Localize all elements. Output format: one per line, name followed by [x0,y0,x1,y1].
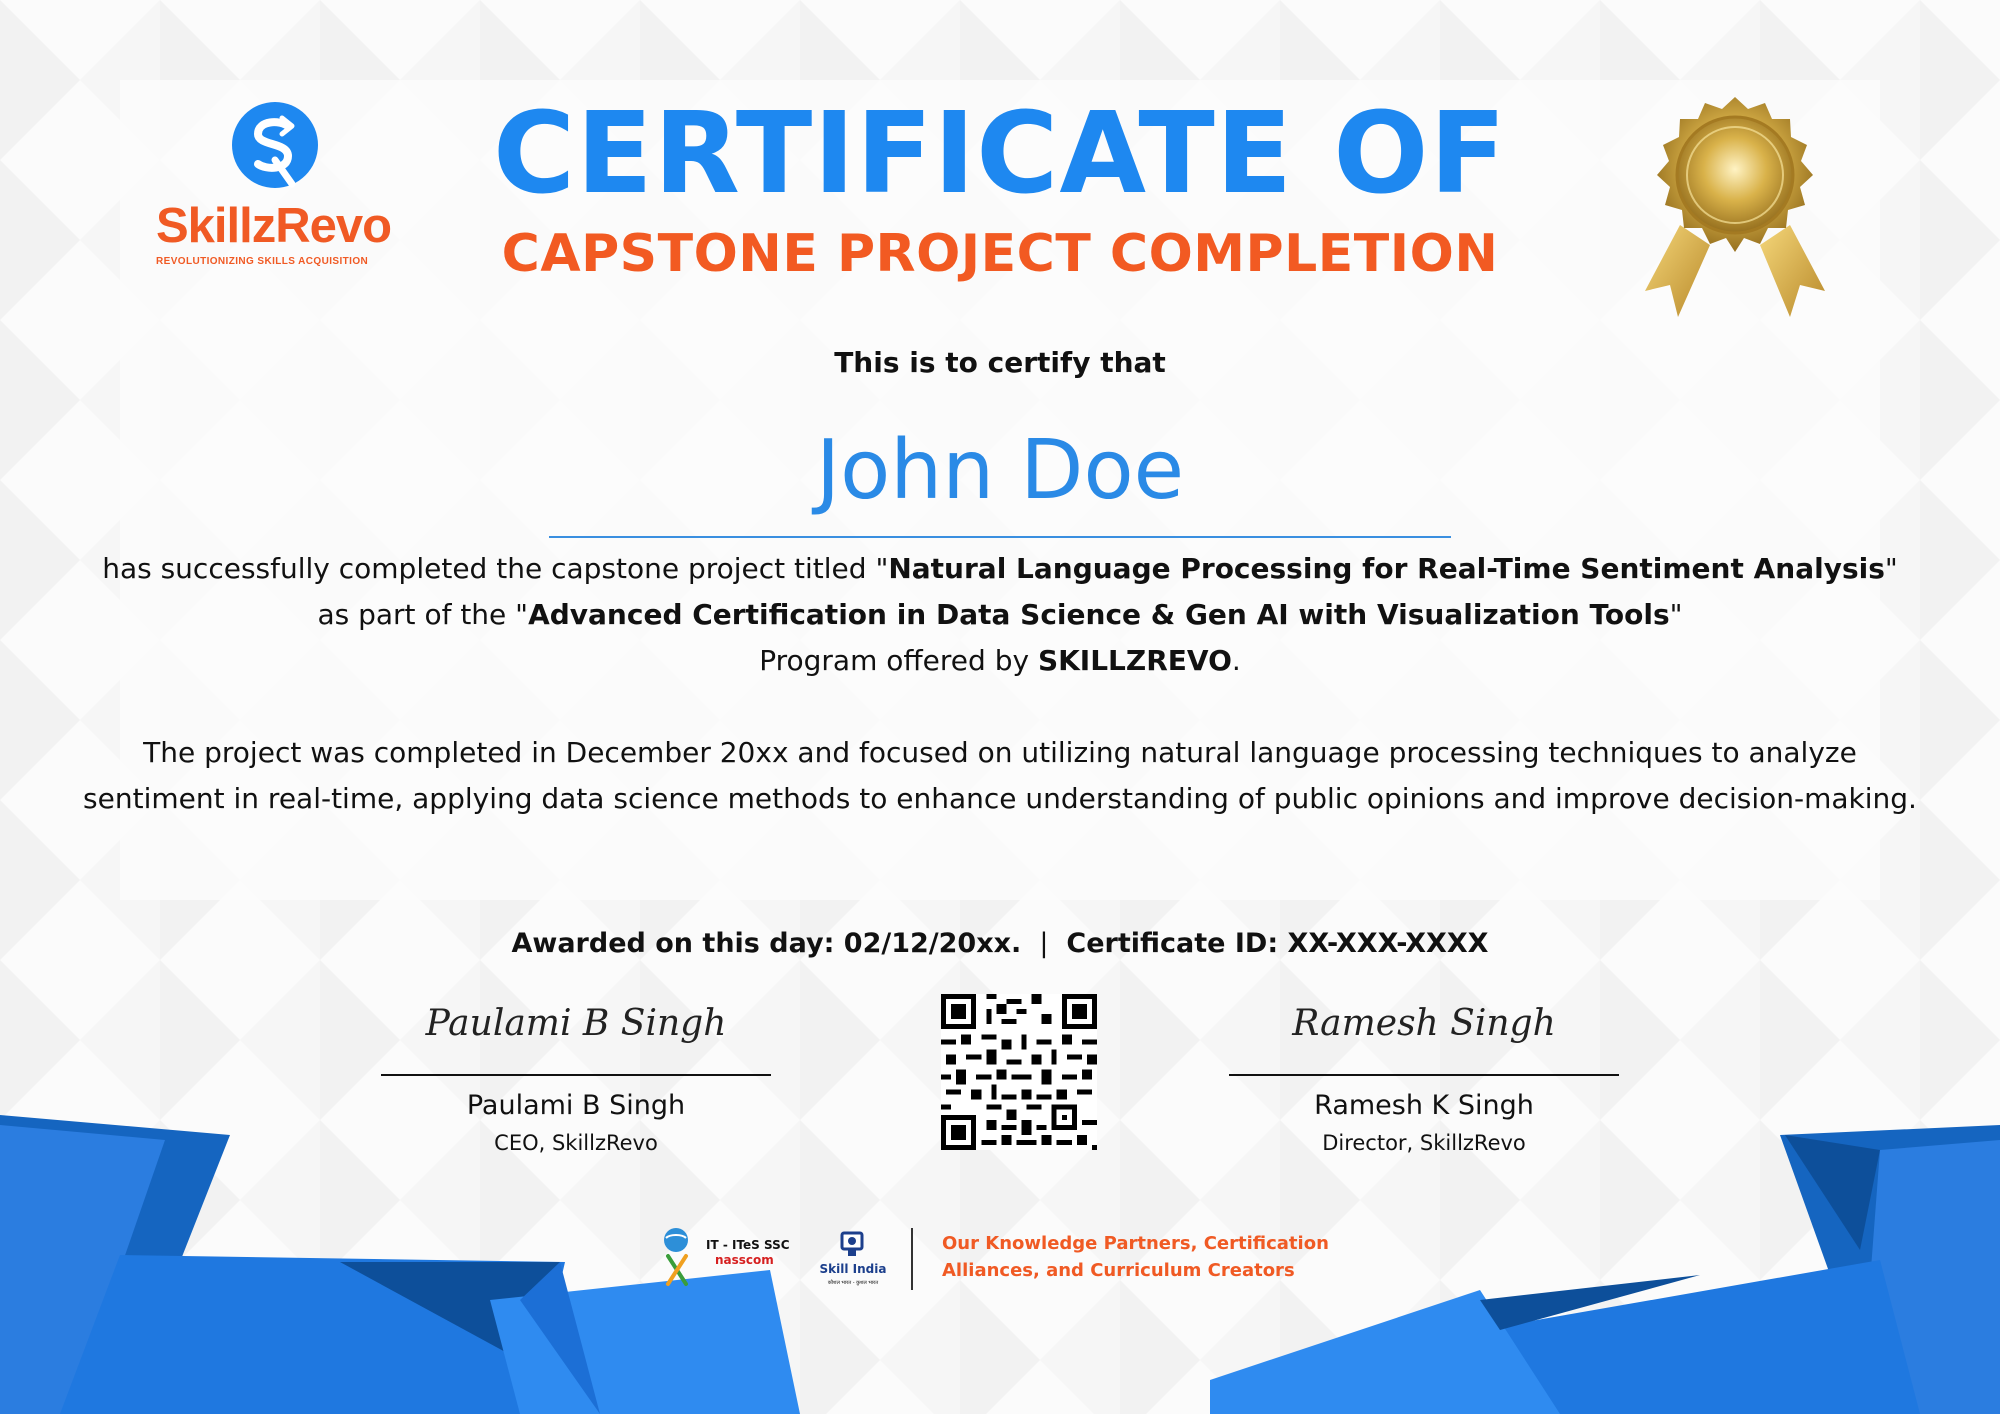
nasscom-line-2: nasscom [715,1253,774,1267]
completion-line-2 [60,592,1940,638]
partners-strip [655,1222,1355,1294]
signatory-role: CEO, SkillzRevo [494,1131,658,1155]
nasscom-logo-icon [660,1226,694,1290]
award-date: Awarded on this day: 02/12/20xx. [511,928,1022,959]
line2-prefix: as part of the " [317,598,529,631]
project-description [60,730,1940,822]
provider-name: SKILLZREVO [1037,644,1232,677]
logo-wordmark: SkillzRevo [156,199,392,253]
signature-director: Ramesh Singh [1292,1003,1556,1044]
line1-suffix: " [1884,552,1898,585]
skill-india-logo-icon [839,1230,865,1258]
line2-suffix: " [1669,598,1683,631]
line1-prefix: has successfully completed the capstone project titled " [102,552,889,585]
certificate-subtitle: CAPSTONE PROJECT COMPLETION [501,224,1499,284]
partners-text-line-2: Alliances, and Curriculum Creators [942,1260,1295,1281]
signature-ceo: Paulami B Singh [425,1003,727,1044]
certificate-title: CERTIFICATE OF [493,89,1507,219]
skill-india-logo [813,1230,893,1290]
description-line-1: The project was completed in December 20xx and focused on utilizing natural language processing techniques to analyze [143,736,1857,769]
award-line [0,928,2000,959]
signature-line [1229,1074,1619,1076]
certify-line: This is to certify that [834,346,1166,379]
signatory-director [1229,994,1619,1155]
skill-india-subtext: कौशल भारत - कुशल भारत [827,1280,879,1286]
signature-line [381,1074,771,1076]
completion-paragraph [60,546,1940,684]
signatory-name: Ramesh K Singh [1314,1090,1534,1121]
partners-text [942,1230,1342,1284]
skill-india-label: Skill India [819,1262,887,1276]
signatory-ceo [381,994,771,1155]
partners-text-line-1: Our Knowledge Partners, Certification [942,1233,1329,1254]
line3-suffix: . [1231,644,1241,677]
completion-line-1 [60,546,1940,592]
recipient-name: John Doe [815,423,1185,518]
signatory-name: Paulami B Singh [466,1090,686,1121]
description-line-2: sentiment in real-time, applying data science methods to enhance understanding of public opinions and improve decision-making. [83,782,1917,815]
qr-code-icon[interactable] [941,994,1097,1150]
line3-prefix: Program offered by [759,644,1038,677]
partners-divider [911,1228,913,1290]
gold-medal-icon [1640,95,1830,320]
certificate-id: Certificate ID: XX-XXX-XXXX [1066,928,1489,959]
nasscom-logo [660,1226,800,1290]
project-title: Natural Language Processing for Real-Time Sentiment Analysis [888,552,1885,585]
program-name: Advanced Certification in Data Science & Gen AI with Visualization Tools [528,598,1670,631]
completion-line-3 [60,638,1940,684]
logo-tagline: REVOLUTIONIZING SKILLS ACQUISITION [156,256,369,267]
nasscom-line-1: IT - ITeS SSC [706,1238,790,1252]
award-separator: | [1039,928,1049,959]
signatory-role: Director, SkillzRevo [1322,1131,1526,1155]
name-underline [549,536,1451,538]
